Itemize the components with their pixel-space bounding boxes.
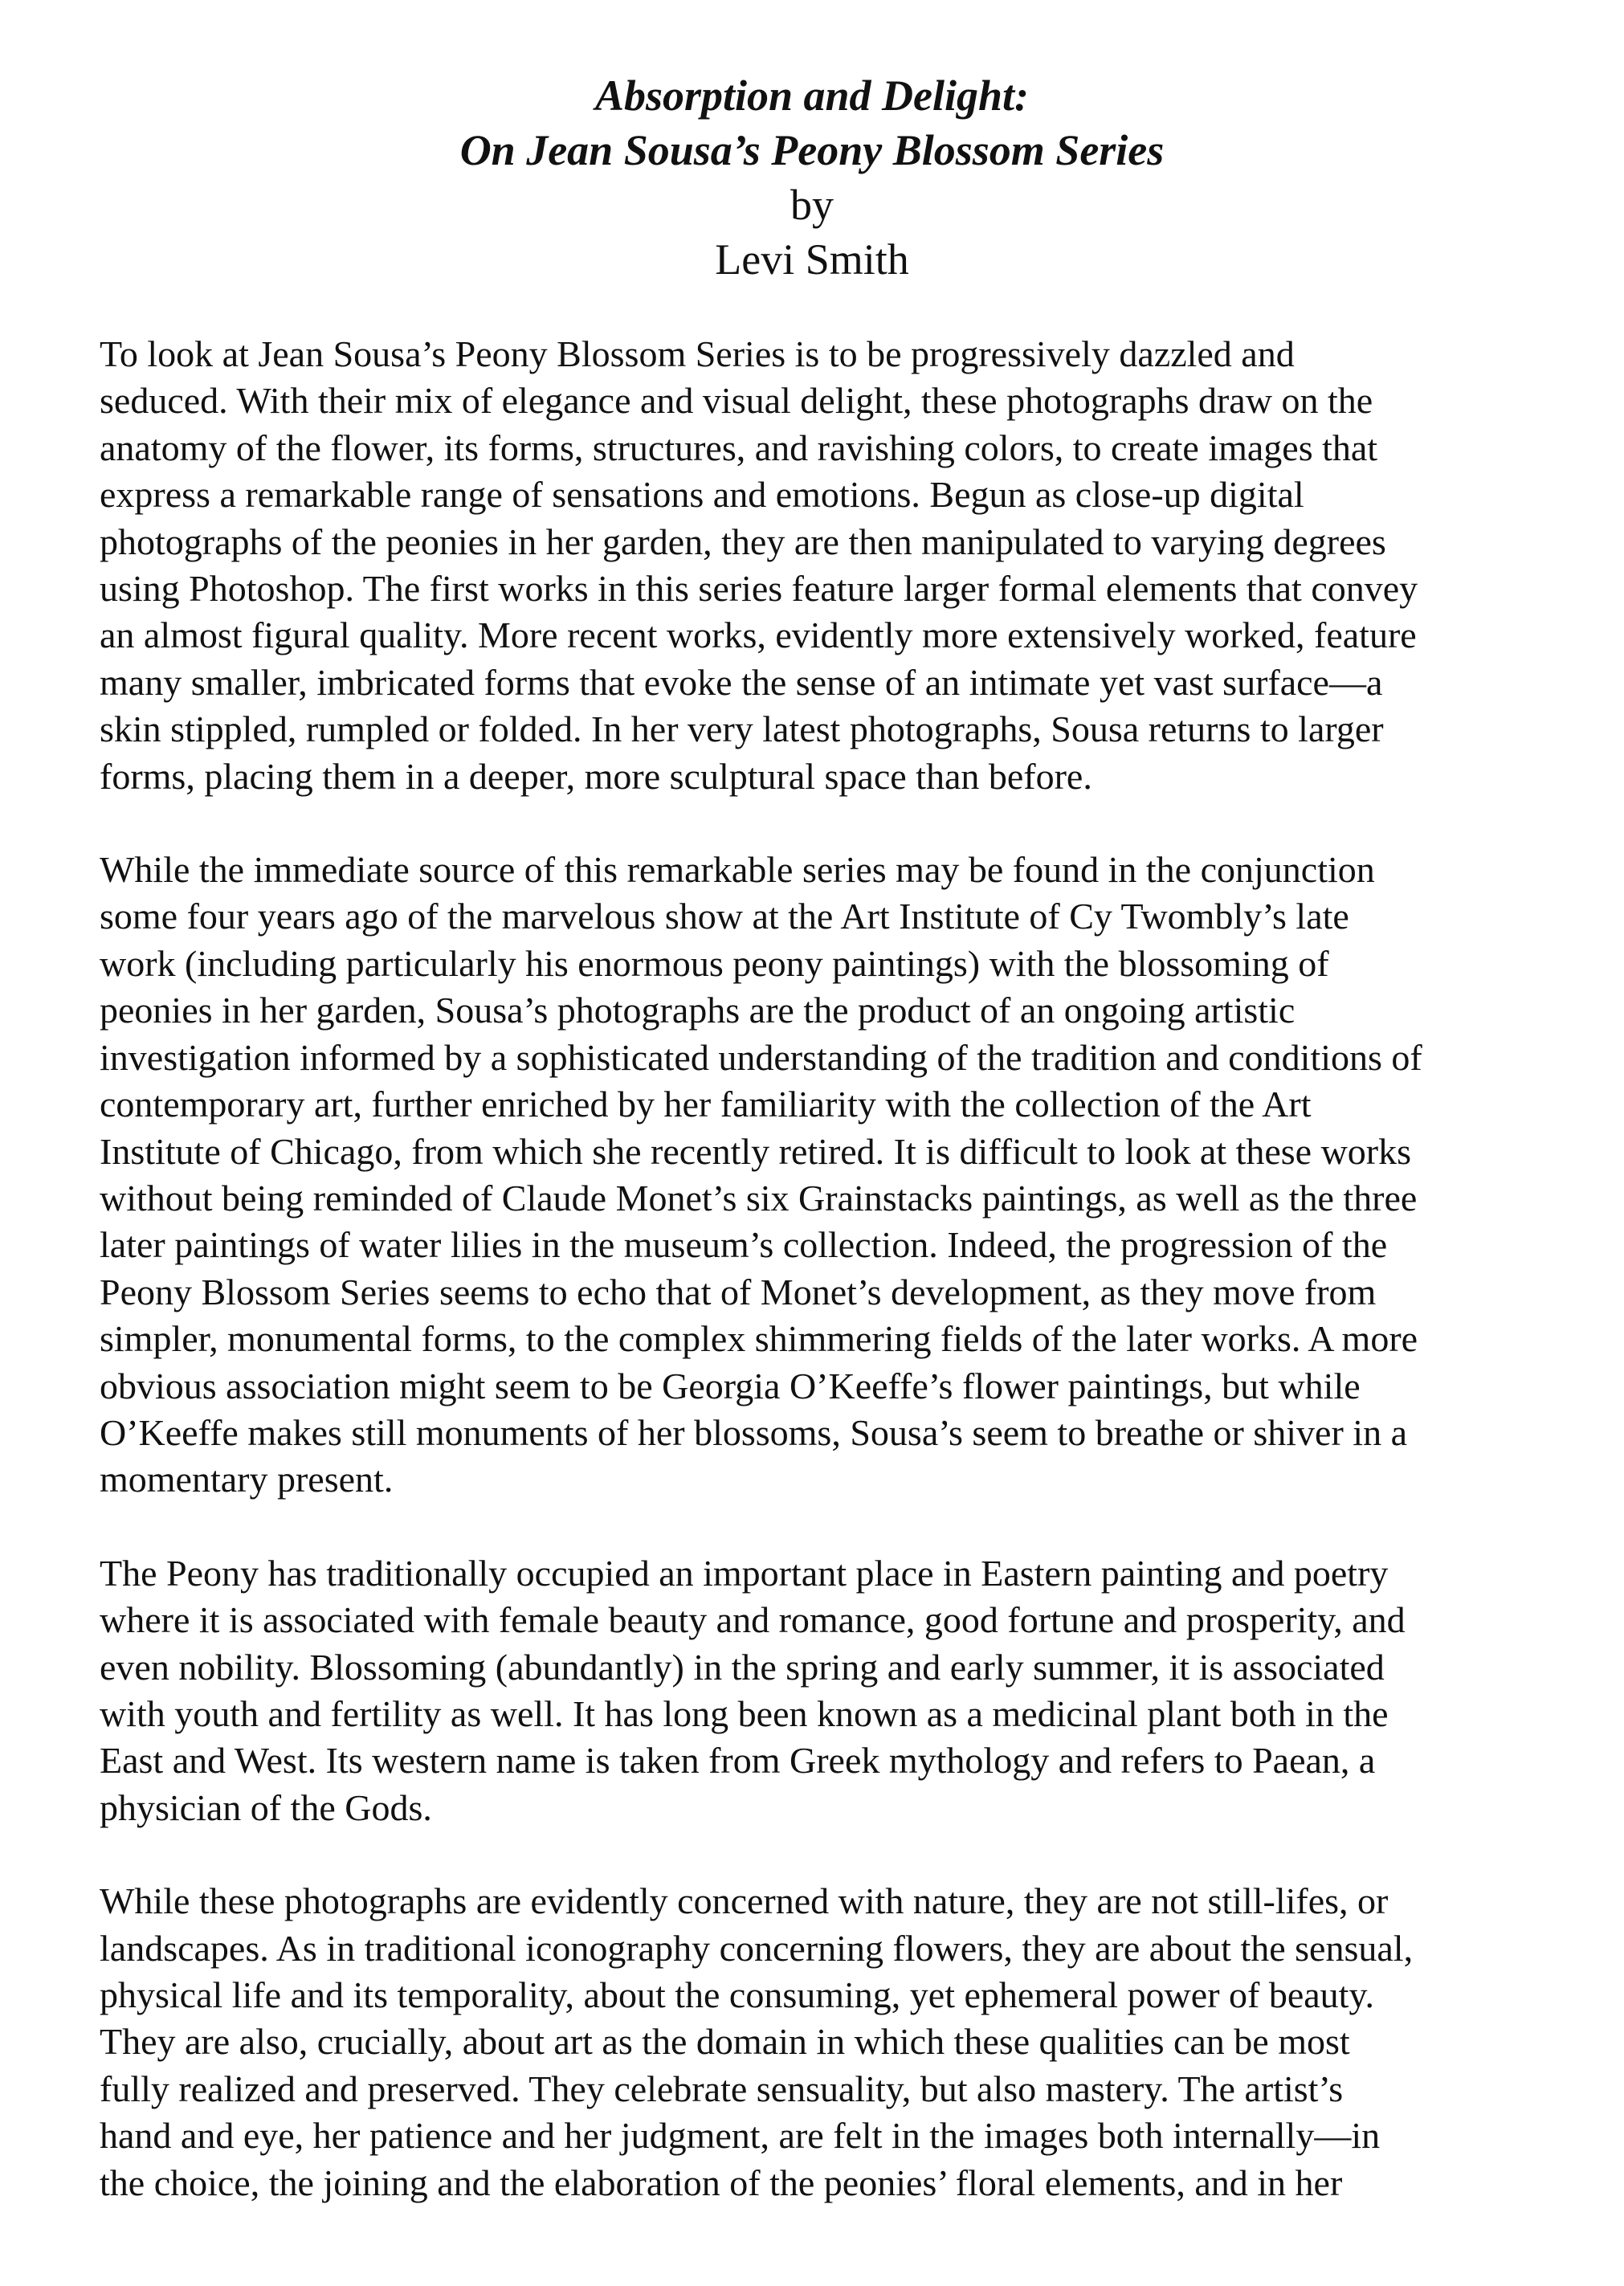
text-line: peonies in her garden, Sousa’s photographs are the product of an ongoing artistic — [100, 990, 1296, 1031]
text-line: fully realized and preserved. They celebrate sensuality, but also mastery. The artist’s — [100, 2068, 1344, 2109]
title-line-2: On Jean Sousa’s Peony Blossom Series — [459, 126, 1165, 174]
text-line: an almost figural quality. More recent works, evidently more extensively worked, feature — [100, 614, 1417, 656]
text-line: investigation informed by a sophisticated understanding of the tradition and conditions of — [100, 1036, 1422, 1078]
text-line: While the immediate source of this remarkable series may be found in the conjunction — [100, 849, 1375, 891]
text-line: later paintings of water lilies in the museum’s collection. Indeed, the progression of the — [100, 1224, 1388, 1266]
text-line: The Peony has traditionally occupied an important place in Eastern painting and poetry — [100, 1552, 1389, 1594]
byline-by: by — [790, 181, 834, 229]
text-line: Institute of Chicago, from which she recently retired. It is difficult to look at these works — [100, 1130, 1412, 1172]
text-line: where it is associated with female beauty and romance, good fortune and prosperity, and — [100, 1599, 1406, 1641]
text-line: express a remarkable range of sensations and emotions. Begun as close-up digital — [100, 474, 1304, 516]
text-line: skin stippled, rumpled or folded. In her very latest photographs, Sousa returns to larger — [100, 708, 1384, 750]
author-name: Levi Smith — [715, 235, 909, 284]
text-line: To look at Jean Sousa’s Peony Blossom Series is to be progressively dazzled and — [100, 333, 1295, 374]
text-line: even nobility. Blossoming (abundantly) in the spring and early summer, it is associated — [100, 1646, 1385, 1688]
text-line: East and West. Its western name is taken from Greek mythology and refers to Paean, a — [100, 1740, 1376, 1782]
text-line: the choice, the joining and the elaboration of the peonies’ floral elements, and in her — [100, 2161, 1343, 2203]
text-line: They are also, crucially, about art as the domain in which these qualities can be most — [100, 2021, 1350, 2063]
text-line: obvious association might seem to be Georgia O’Keeffe’s flower paintings, but while — [100, 1365, 1361, 1406]
paragraph-2 — [100, 847, 1569, 1504]
text-line: without being reminded of Claude Monet’s six Grainstacks paintings, as well as the three — [100, 1177, 1418, 1219]
text-line: O’Keeffe makes still monuments of her blossoms, Sousa’s seem to breathe or shiver in a — [100, 1411, 1407, 1453]
text-line: anatomy of the flower, its forms, structures, and ravishing colors, to create images that — [100, 427, 1378, 468]
essay-body — [100, 331, 1569, 2253]
text-line: photographs of the peonies in her garden, they are then manipulated to varying degrees — [100, 520, 1386, 562]
text-line: simpler, monumental forms, to the complex shimmering fields of the later works. A more — [100, 1318, 1418, 1360]
paragraph-3 — [100, 1550, 1569, 1831]
title-line-1: Absorption and Delight: — [594, 71, 1030, 120]
text-line: using Photoshop. The first works in this series feature larger formal elements that convey — [100, 568, 1418, 610]
essay-header — [0, 68, 1624, 287]
text-line: landscapes. As in traditional iconography concerning flowers, they are about the sensual, — [100, 1927, 1414, 1969]
paragraph-1 — [100, 331, 1569, 800]
text-line: seduced. With their mix of elegance and visual delight, these photographs draw on the — [100, 380, 1373, 422]
text-line: physical life and its temporality, about the consuming, yet ephemeral power of beauty. — [100, 1974, 1374, 2015]
text-line: momentary present. — [100, 1459, 394, 1500]
text-line: hand and eye, her patience and her judgment, are felt in the images both internally—in — [100, 2115, 1381, 2157]
text-line: some four years ago of the marvelous show at the Art Institute of Cy Twombly’s late — [100, 896, 1349, 937]
text-line: many smaller, imbricated forms that evoke the sense of an intimate yet vast surface—a — [100, 661, 1383, 703]
text-line: contemporary art, further enriched by her familiarity with the collection of the Art — [100, 1084, 1312, 1125]
text-line: forms, placing them in a deeper, more sculptural space than before. — [100, 755, 1092, 797]
text-line: work (including particularly his enormous peony paintings) with the blossoming of — [100, 942, 1329, 984]
text-line: with youth and fertility as well. It has long been known as a medicinal plant both in the — [100, 1692, 1389, 1734]
text-line: Peony Blossom Series seems to echo that of Monet’s development, as they move from — [100, 1271, 1377, 1312]
text-line: physician of the Gods. — [100, 1786, 432, 1828]
text-line: While these photographs are evidently concerned with nature, they are not still-lifes, or — [100, 1880, 1389, 1922]
paragraph-4 — [100, 1878, 1569, 2206]
